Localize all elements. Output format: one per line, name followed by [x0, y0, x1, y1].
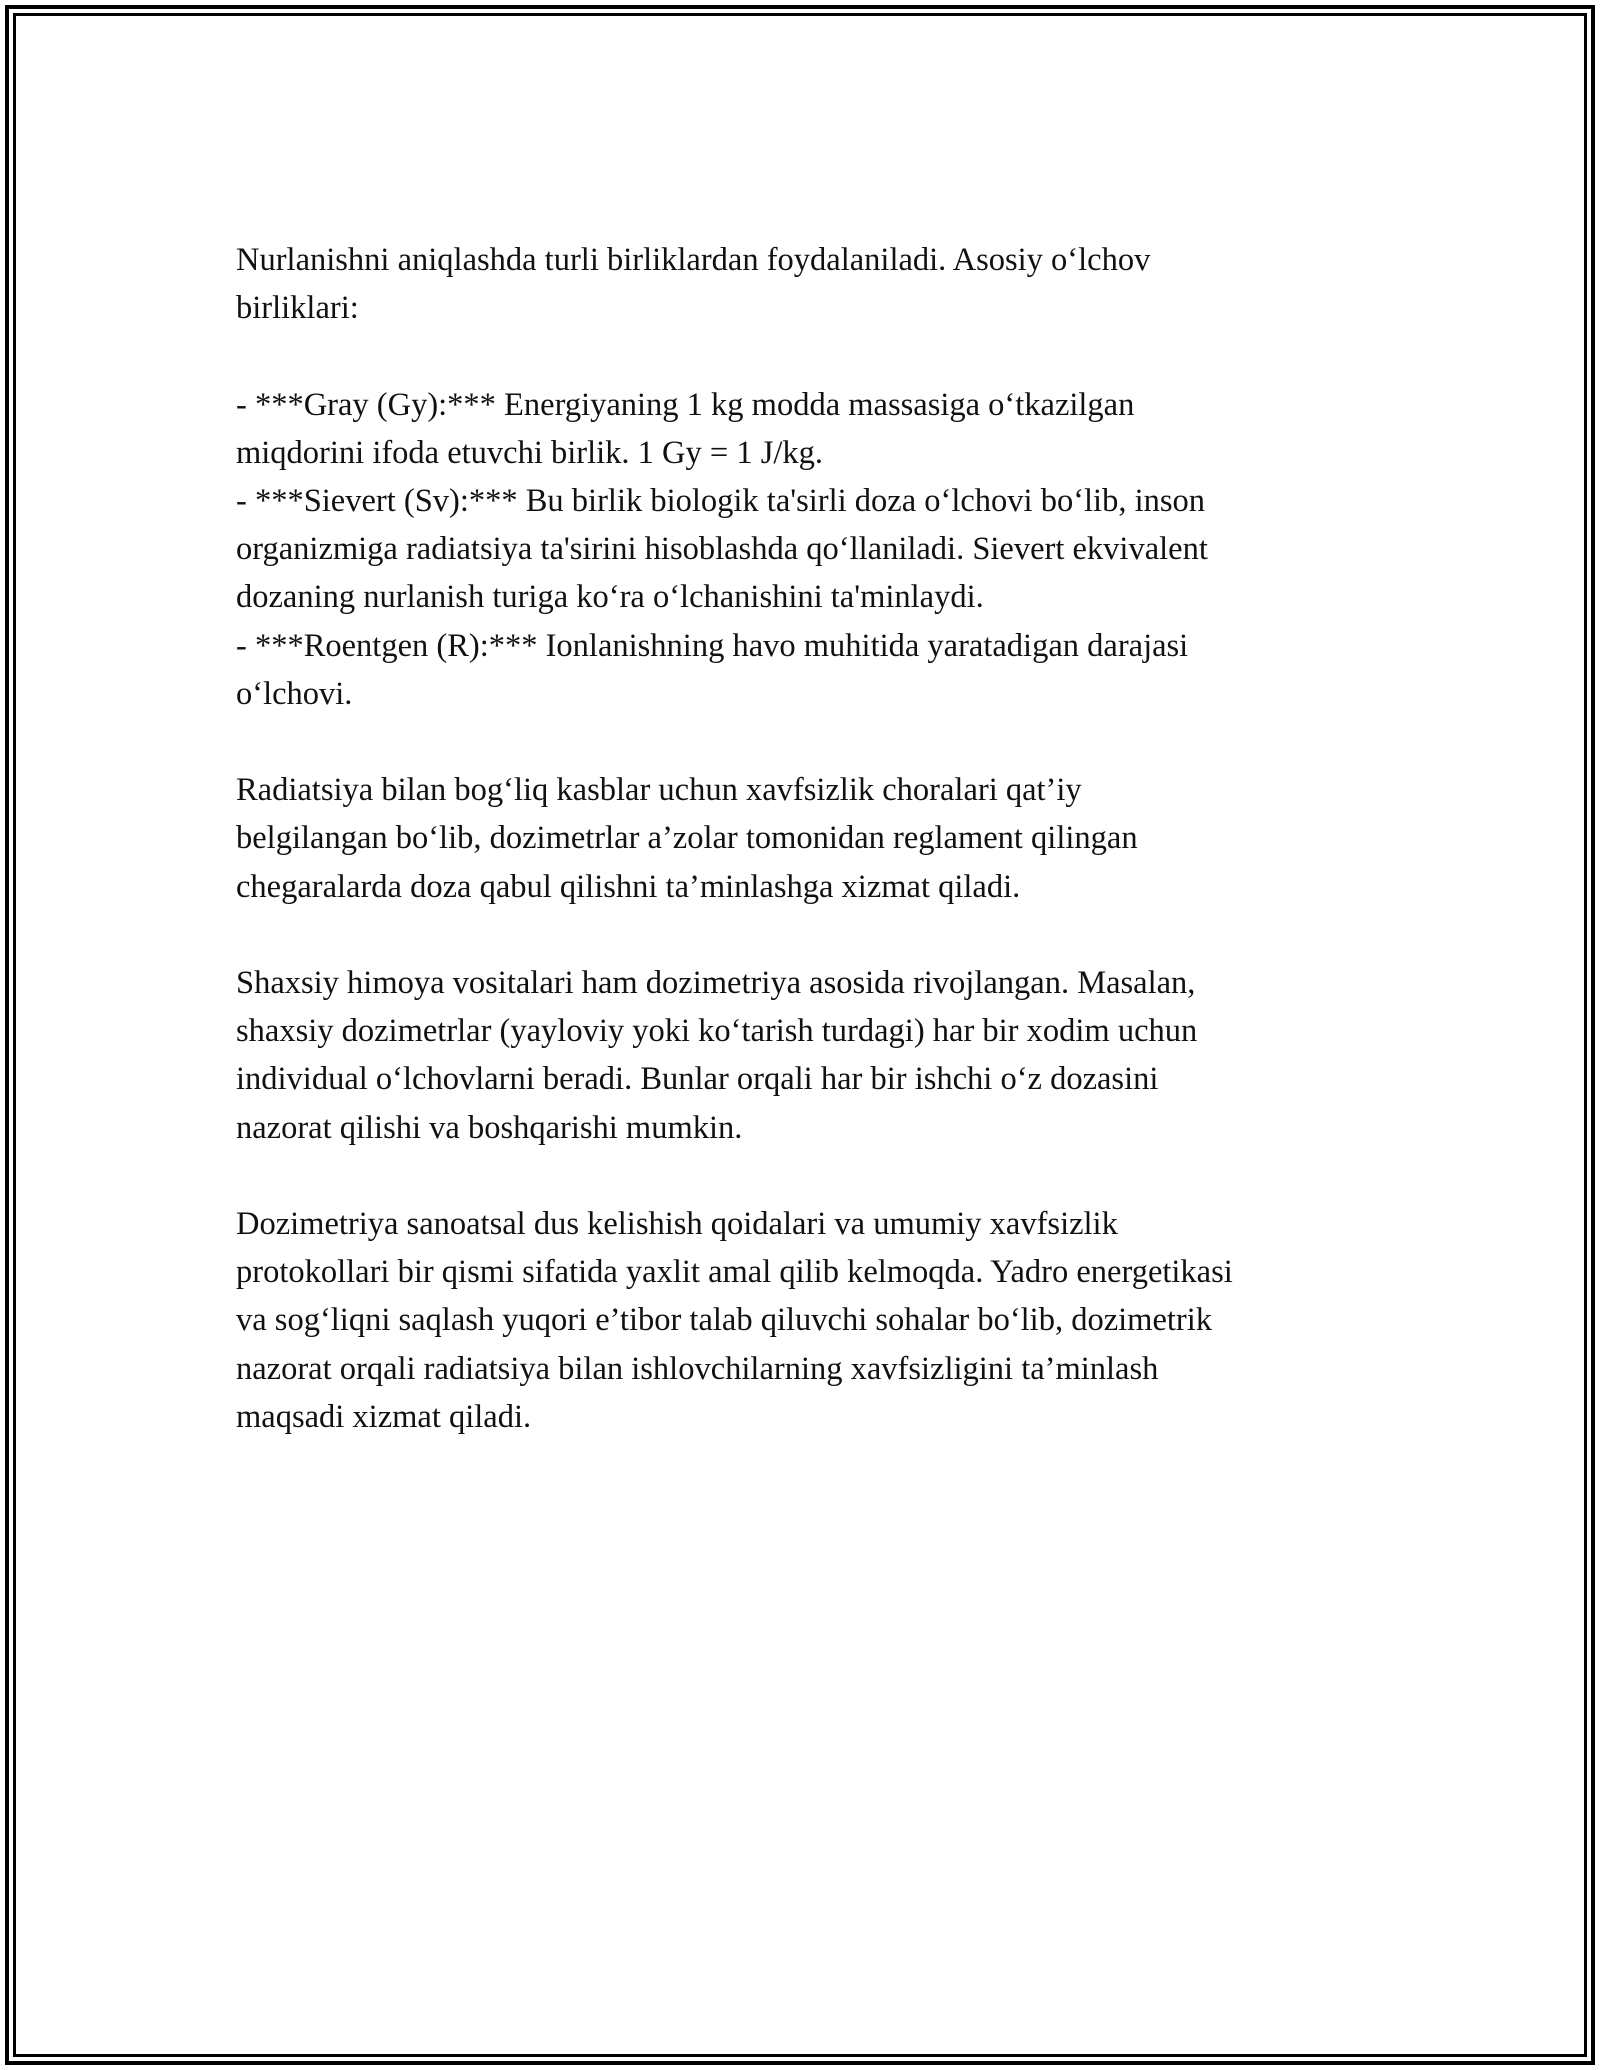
- list-item-roentgen: [236, 622, 1376, 718]
- text-line: va sog‘liqni saqlash yuqori e’tibor talab qiluvchi sohalar bo‘lib, dozimetrik: [236, 1302, 1212, 1339]
- text-line: nazorat orqali radiatsiya bilan ishlovchilarning xavfsizligini ta’minlash: [236, 1350, 1159, 1387]
- text-line: individual o‘lchovlarni beradi. Bunlar orqali har bir ishchi o‘z dozasini: [236, 1061, 1159, 1098]
- intro-paragraph: [236, 236, 1376, 332]
- text-line: maqsadi xizmat qiladi.: [236, 1398, 532, 1435]
- text-line: Radiatsiya bilan bog‘liq kasblar uchun xavfsizlik choralari qat’iy: [236, 772, 1082, 809]
- text-line: miqdorini ifoda etuvchi birlik. 1 Gy = 1 J/kg.: [236, 434, 824, 471]
- text-line: - ***Roentgen (R):*** Ionlanishning havo muhitida yaratadigan darajasi: [236, 627, 1189, 664]
- text-line: protokollari bir qismi sifatida yaxlit amal qilib kelmoqda. Yadro energetikasi: [236, 1254, 1233, 1291]
- text-line: belgilangan bo‘lib, dozimetrlar a’zolar tomonidan reglament qilingan: [236, 820, 1138, 857]
- text-line: organizmiga radiatsiya ta'sirini hisoblashda qo‘llaniladi. Sievert ekvivalent: [236, 531, 1208, 568]
- text-line: shaxsiy dozimetrlar (yayloviy yoki ko‘tarish turdagi) har bir xodim uchun: [236, 1013, 1198, 1050]
- text-line: - ***Sievert (Sv):*** Bu birlik biologik ta'sirli doza o‘lchovi bo‘lib, inson: [236, 483, 1206, 519]
- document-body: [236, 236, 1376, 1489]
- text-line: dozaning nurlanish turiga ko‘ra o‘lchanishini ta'minlaydi.: [236, 579, 984, 616]
- list-item-sievert: [236, 477, 1376, 622]
- text-line: chegaralarda doza qabul qilishni ta’minlashga xizmat qiladi.: [236, 868, 1021, 905]
- list-item-gray: [236, 381, 1376, 477]
- text-line: Nurlanishni aniqlashda turli birliklardan foydalaniladi. Asosiy o‘lchov: [236, 242, 1151, 278]
- units-list: [236, 381, 1376, 718]
- paragraph-personal-protection: [236, 959, 1376, 1152]
- text-line: o‘lchovi.: [236, 675, 353, 712]
- text-line: birliklari:: [236, 290, 359, 327]
- text-line: nazorat qilishi va boshqarishi mumkin.: [236, 1109, 743, 1146]
- text-line: Dozimetriya sanoatsal dus kelishish qoidalari va umumiy xavfsizlik: [236, 1206, 1118, 1242]
- text-line: - ***Gray (Gy):*** Energiyaning 1 kg modda massasiga o‘tkazilgan: [236, 386, 1135, 423]
- paragraph-safety-measures: [236, 766, 1376, 911]
- text-line: Shaxsiy himoya vositalari ham dozimetriya asosida rivojlangan. Masalan,: [236, 965, 1196, 1001]
- paragraph-dosimetry-industry: [236, 1200, 1376, 1441]
